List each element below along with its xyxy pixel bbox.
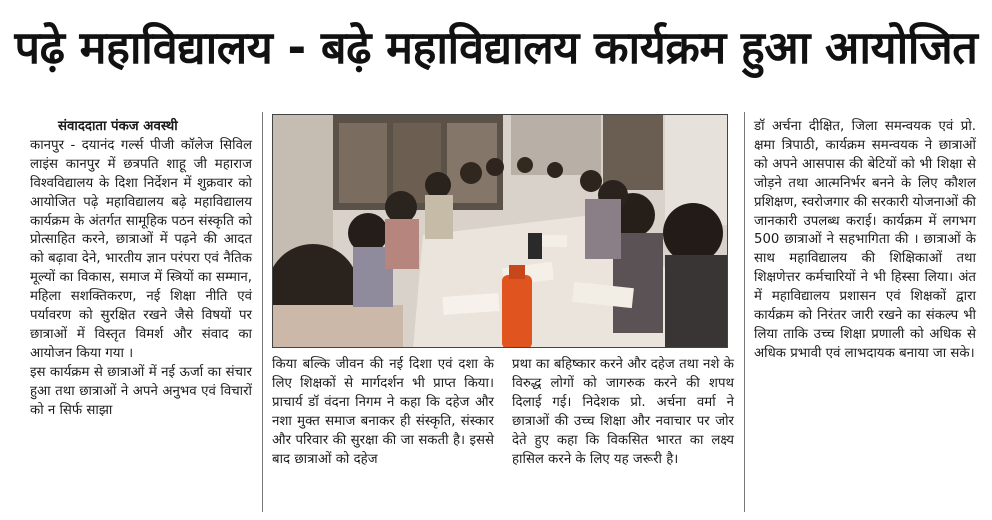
paragraph-5: डॉ अर्चना दीक्षित, जिला समन्वयक एवं प्रो. क्षमा त्रिपाठी, कार्यक्रम समन्वयक ने छात्राओं को अपने आसपास की बेटियों को भी शिक्षा से जोड़ने तथा आत्मनिर्भर बनने के लिए कौशल प्रशिक्षण, स्वरोजगार की सरकारी योजनाओं की जानकारी उपलब्ध कराई। कार्यक्रम में लगभग 500 छात्राओं ने सहभागिता की । छात्राओं के साथ महाविद्यालय की शिक्षिकाओं तथा शिक्षणेत्तर कर्मचारियों ने भी हिस्सा लिया। अंत में महाविद्यालय प्रशासन एवं शिक्षकों द्वारा कार्यक्रम को निरंतर जारी रखने का संकल्प भी लिया ताकि उच्च शिक्षा प्रणाली को अधिक से अधिक प्रभावी एवं लाभदायक बनाया जा सके। (754, 119, 976, 361)
column-3 (512, 356, 734, 469)
paragraph-3: किया बल्कि जीवन की नई दिशा एवं दशा के लिए शिक्षकों से मार्गदर्शन भी प्राप्त किया। प्राचार्य डॉ वंदना निगम ने कहा कि दहेज और नशा मुक्त समाज बनाकर ही संस्कृति, संस्कार और परिवार की सुरक्षा की जा सकती है। इससे बाद छात्राओं को दहेज (272, 357, 494, 467)
column-4 (754, 118, 976, 364)
news-photo (272, 114, 728, 348)
headline: पढ़े महाविद्यालय - बढ़े महाविद्यालय कार्यक्रम हुआ आयोजित (14, 21, 978, 74)
column-2 (272, 356, 494, 469)
byline: संवाददाता पंकज अवस्थी (58, 119, 178, 134)
paragraph-2: इस कार्यक्रम से छात्राओं में नई ऊर्जा का संचार हुआ तथा छात्राओं ने अपने अनुभव एवं विचारों को न सिर्फ साझा (30, 364, 252, 418)
column-rule (262, 112, 263, 512)
column-1 (30, 118, 252, 421)
students-reading-photo (273, 115, 728, 348)
paragraph-intro: कानपुर - दयानंद गर्ल्स पीजी कॉलेज सिविल लाइंस कानपुर में छत्रपति शाहू जी महाराज विश्वविद्यालय के दिशा निर्देशन में शुक्रवार को आयोजित पढ़े महाविद्यालय बढ़े महाविद्यालय कार्यक्रम के अंतर्गत सामूहिक पठन संस्कृति को प्रोत्साहित करने, छात्राओं में पढ़ने की आदत को बढ़ावा देने, भारतीय ज्ञान परंपरा एवं नैतिक मूल्यों का विकास, समाज में स्त्रियों का सम्मान, महिला सशक्तिकरण, नई शिक्षा नीति एवं पर्यावरण को सुरक्षित रखने जैसे विषयों पर छात्राओं में विस्तृत विमर्श और संवाद का आयोजन किया गया । (30, 137, 252, 361)
paragraph-4: प्रथा का बहिष्कार करने और दहेज तथा नशे के विरुद्ध लोगों को जागरुक करने की शपथ दिलाई गई। निदेशक प्रो. अर्चना वर्मा ने छात्राओं की उच्च शिक्षा और नवाचार पर जोर देते हुए कहा कि विकसित भारत का लक्ष्य हासिल करने के लिए यह जरूरी है। (512, 357, 734, 467)
column-rule (744, 112, 745, 512)
